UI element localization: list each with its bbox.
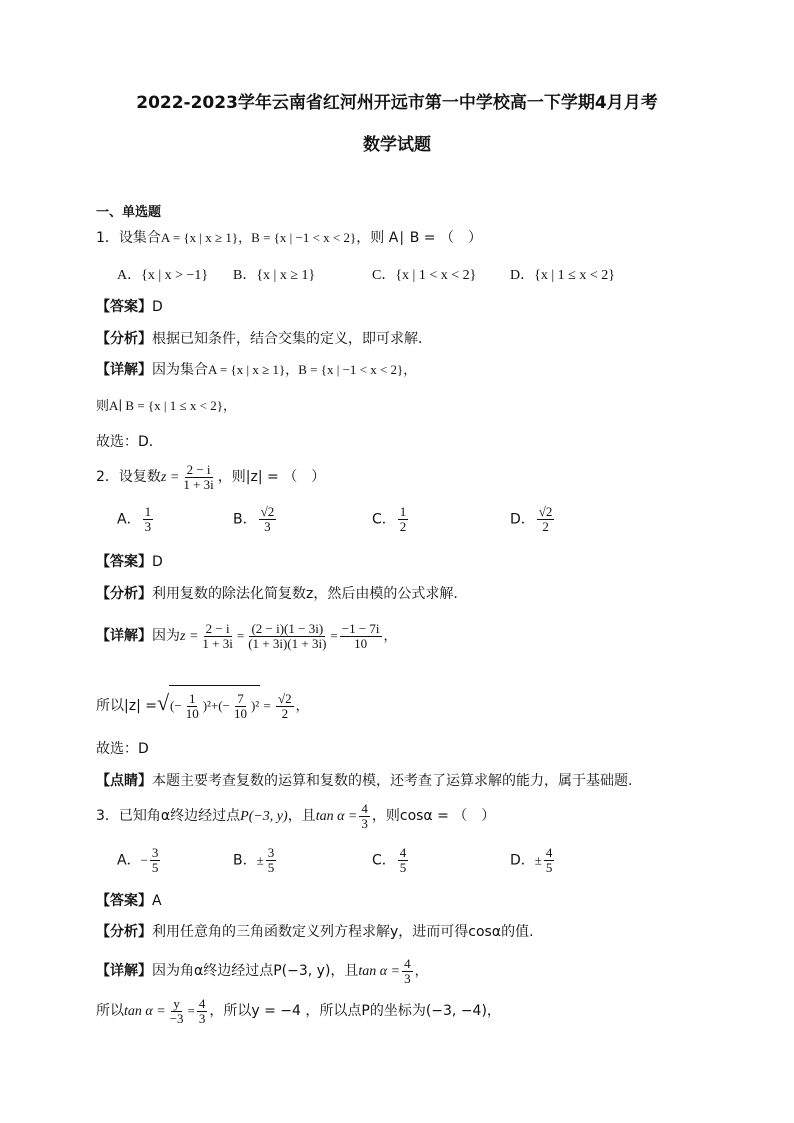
q2-answer-value: D bbox=[152, 554, 163, 570]
q2-detail-frac-2 bbox=[246, 622, 328, 651]
q3-tan-num: 4 bbox=[361, 800, 368, 816]
q3-answer bbox=[96, 892, 162, 910]
q1-analysis-text: 根据已知条件，结合交集的定义，即可求解． bbox=[152, 331, 432, 347]
q3-option-a-sign: − bbox=[140, 852, 148, 868]
q2-analysis-tag: 【分析】 bbox=[96, 586, 152, 602]
q1-choose: 故选：D． bbox=[96, 434, 163, 450]
q2-detail-frac-3 bbox=[340, 622, 382, 651]
q3-stem bbox=[96, 800, 495, 833]
q3-detail-tag: 【详解】 bbox=[96, 963, 152, 979]
q3-tan-den: 3 bbox=[361, 815, 368, 831]
q3-so-prefix: 所以 bbox=[96, 1003, 124, 1019]
q3-detail-tan: tan α = bbox=[358, 964, 401, 979]
q3-detail-frac-den: 3 bbox=[404, 970, 411, 986]
q1-answer bbox=[96, 298, 163, 316]
q1-answer-value: D bbox=[152, 299, 163, 315]
q2-analysis-text: 利用复数的除法化简复数z，然后由模的公式求解. bbox=[152, 586, 458, 602]
q1-option-b: B．{x | x ≥ 1} bbox=[233, 268, 316, 283]
q3-analysis bbox=[96, 923, 534, 941]
page-title: 2022-2023学年云南省红河州开远市第一中学校高一下学期4月月考 bbox=[136, 93, 658, 113]
q3-option-d-label: D． bbox=[510, 852, 535, 869]
q3-so-frac2-den: 3 bbox=[198, 1010, 206, 1026]
q1-set-b: B = {x | −1 < x < 2} bbox=[251, 230, 357, 245]
q1-option-a: A．{x | x > −1} bbox=[117, 268, 209, 283]
q3-detail: 【详解】因为角α终边经过点P(−3, y)，且tan α = $\frac{4}{3}$ ， bbox=[96, 955, 428, 986]
q3-option-a-num: 3 bbox=[151, 845, 159, 860]
q2-so-f1-num: 1 bbox=[188, 690, 196, 706]
q3-answer-tag: 【答案】 bbox=[96, 893, 152, 909]
q1-stem: 1．设集合A = {x | x ≥ 1}，B = {x | −1 < x < 2}，则 A∣ B = （ ） bbox=[96, 230, 482, 246]
q3-option-a-label: A． bbox=[117, 852, 141, 869]
q3-option-b-num: 3 bbox=[267, 845, 275, 860]
q2-detail-frac-2-den: (1 + 3i)(1 + 3i) bbox=[248, 635, 327, 651]
q3-option-b-sign: ± bbox=[256, 852, 264, 868]
q2-option-a-num: 1 bbox=[144, 504, 152, 519]
q1-analysis-tag: 【分析】 bbox=[96, 331, 152, 347]
q2-so-f3-num: √2 bbox=[278, 690, 292, 706]
q2-detail-frac-3-num: −1 − 7i bbox=[341, 620, 380, 636]
q2-choose: 故选：D bbox=[96, 741, 149, 757]
q2-option-b-den: 3 bbox=[264, 519, 271, 534]
q3-detail-frac-num: 4 bbox=[404, 955, 411, 971]
q2-z-eq: z = bbox=[160, 470, 180, 485]
q2-option-c-den: 2 bbox=[399, 519, 407, 534]
q3-option-d-num: 4 bbox=[545, 845, 553, 860]
q2-so-f1-den: 10 bbox=[185, 705, 199, 721]
q1-option-c: C．{x | 1 < x < 2} bbox=[372, 268, 477, 283]
q3-so-frac2-num: 4 bbox=[198, 995, 206, 1011]
q2-stem-frac-num: 2 − i bbox=[186, 461, 211, 477]
q3-option-c-label: C． bbox=[372, 852, 396, 869]
q2-option-d bbox=[510, 505, 556, 534]
q3-stem-mid: ，且 bbox=[287, 808, 316, 824]
q3-option-d-den: 5 bbox=[545, 860, 553, 875]
q1-option-d: D．{x | 1 ≤ x < 2} bbox=[510, 268, 615, 283]
q3-answer-value: A bbox=[152, 893, 162, 909]
q1-detail-line2: 则A∣ B = {x | 1 ≤ x < 2}， bbox=[96, 398, 236, 413]
q2-answer-tag: 【答案】 bbox=[96, 554, 152, 570]
q3-tan-eq: tan α = bbox=[315, 809, 358, 824]
q2-detail-text: 因为 bbox=[152, 628, 180, 644]
q2-so-text: 所以|z| = bbox=[96, 698, 157, 714]
q3-option-c-den: 5 bbox=[399, 860, 407, 875]
q1-set-a: A = {x | x ≥ 1} bbox=[160, 230, 239, 245]
q2-option-d-den: 2 bbox=[542, 519, 549, 534]
q1-stem-suffix: ，则 A∣ B = （ ） bbox=[356, 230, 482, 246]
q3-option-c-num: 4 bbox=[399, 845, 407, 860]
q2-so-f3-den: 2 bbox=[281, 705, 289, 721]
q3-option-d-sign: ± bbox=[534, 852, 542, 868]
q2-analysis bbox=[96, 585, 458, 603]
q1-detail-math: A = {x | x ≥ 1}，B = {x | −1 < x < 2}， bbox=[208, 362, 417, 377]
q3-option-d bbox=[510, 846, 556, 875]
q1-answer-tag: 【答案】 bbox=[96, 299, 152, 315]
q1-detail-tag: 【详解】 bbox=[96, 362, 152, 378]
q1-detail bbox=[96, 361, 416, 379]
q3-stem-prefix: 3．已知角α终边经过点 bbox=[96, 808, 241, 824]
q2-sqrt-body: (− $\frac{1}{10}$ )²+(− $\frac{7}{10}$ )² bbox=[169, 685, 260, 726]
q2-option-a-den: 3 bbox=[144, 519, 152, 534]
q2-detail-frac-1-num: 2 − i bbox=[205, 620, 230, 636]
q2-option-d-label: D． bbox=[510, 511, 535, 528]
q2-answer bbox=[96, 553, 163, 571]
q2-option-c-label: C． bbox=[372, 511, 396, 528]
q2-detail-tag: 【详解】 bbox=[96, 628, 152, 644]
q2-option-c-num: 1 bbox=[399, 504, 407, 519]
q1-analysis bbox=[96, 330, 432, 348]
q3-so-frac1-num: y bbox=[173, 995, 180, 1011]
q2-option-b-label: B． bbox=[233, 511, 257, 528]
q2-stem-prefix: 2．设复数 bbox=[96, 469, 161, 485]
q2-detail-frac-1 bbox=[200, 622, 234, 651]
q2-stem-fraction bbox=[181, 463, 215, 492]
q2-option-a-label: A． bbox=[117, 511, 141, 528]
q3-option-c bbox=[372, 846, 410, 875]
q2-detail-frac-1-den: 1 + 3i bbox=[202, 635, 233, 651]
q3-option-a-den: 5 bbox=[151, 860, 159, 875]
q2-option-b bbox=[233, 505, 278, 534]
page-subtitle: 数学试题 bbox=[363, 135, 431, 155]
q2-so-f2-num: 7 bbox=[237, 690, 244, 706]
q2-detail: 【详解】因为z = $\frac{2 - i}{1 + 3i}$ = $\frac{(2 - i)(1 - 3i)}{(1 + 3i)(1 + 3i)}$ = $\frac{-1 - 7i}{10}$ ， bbox=[96, 620, 397, 651]
q3-so-line: 所以tan α = $\frac{y}{-3}$ = $\frac{4}{3}$ ，所以y = −4 ，所以点P的坐标为(−3, −4)， bbox=[96, 995, 501, 1026]
q2-option-b-num: √2 bbox=[260, 504, 275, 519]
q2-comment bbox=[96, 772, 632, 790]
q3-option-b-label: B． bbox=[233, 852, 257, 869]
q2-detail-frac-2-num: (2 − i)(1 − 3i) bbox=[251, 620, 324, 636]
q1-detail-text: 因为集合 bbox=[152, 362, 208, 378]
q2-comment-tag: 【点睛】 bbox=[96, 773, 152, 789]
q2-modulus-line: 所以|z| =√(− $\frac{1}{10}$ )²+(− $\frac{7}{10}$ )² = $\frac{√2}{2}$ ， bbox=[96, 683, 309, 726]
q2-stem-suffix: ，则|z| = （ ） bbox=[217, 469, 326, 485]
q2-detail-frac-3-den: 10 bbox=[354, 635, 368, 651]
q2-option-a bbox=[117, 505, 155, 534]
q2-comment-text: 本题主要考查复数的运算和复数的模，还考查了运算求解的能力，属于基础题. bbox=[152, 773, 633, 789]
q2-option-d-num: √2 bbox=[538, 504, 553, 519]
q2-so-f2-den: 10 bbox=[233, 705, 247, 721]
q3-option-a bbox=[117, 846, 162, 875]
q3-detail-text: 因为角α终边经过点P(−3, y)，且 bbox=[152, 963, 359, 979]
q3-analysis-text: 利用任意角的三角函数定义列方程求解y，进而可得cosα的值. bbox=[152, 924, 534, 940]
q3-point: P(−3, y) bbox=[240, 809, 288, 824]
q3-so-rest: ，所以y = −4 ，所以点P的坐标为(−3, −4)， bbox=[209, 1003, 501, 1019]
q2-stem-frac-den: 1 + 3i bbox=[183, 476, 214, 492]
q3-option-b-den: 5 bbox=[267, 860, 275, 875]
q3-analysis-tag: 【分析】 bbox=[96, 924, 152, 940]
q3-option-b bbox=[233, 846, 278, 875]
section-heading: 一、单选题 bbox=[96, 205, 162, 220]
q1-stem-prefix: 1．设集合 bbox=[96, 230, 161, 246]
q3-stem-fraction bbox=[359, 802, 370, 831]
q3-so-frac1-den: −3 bbox=[169, 1010, 184, 1026]
q3-stem-suffix: ，则cosα = （ ） bbox=[371, 808, 496, 824]
q2-stem bbox=[96, 462, 325, 493]
q2-option-c bbox=[372, 505, 410, 534]
